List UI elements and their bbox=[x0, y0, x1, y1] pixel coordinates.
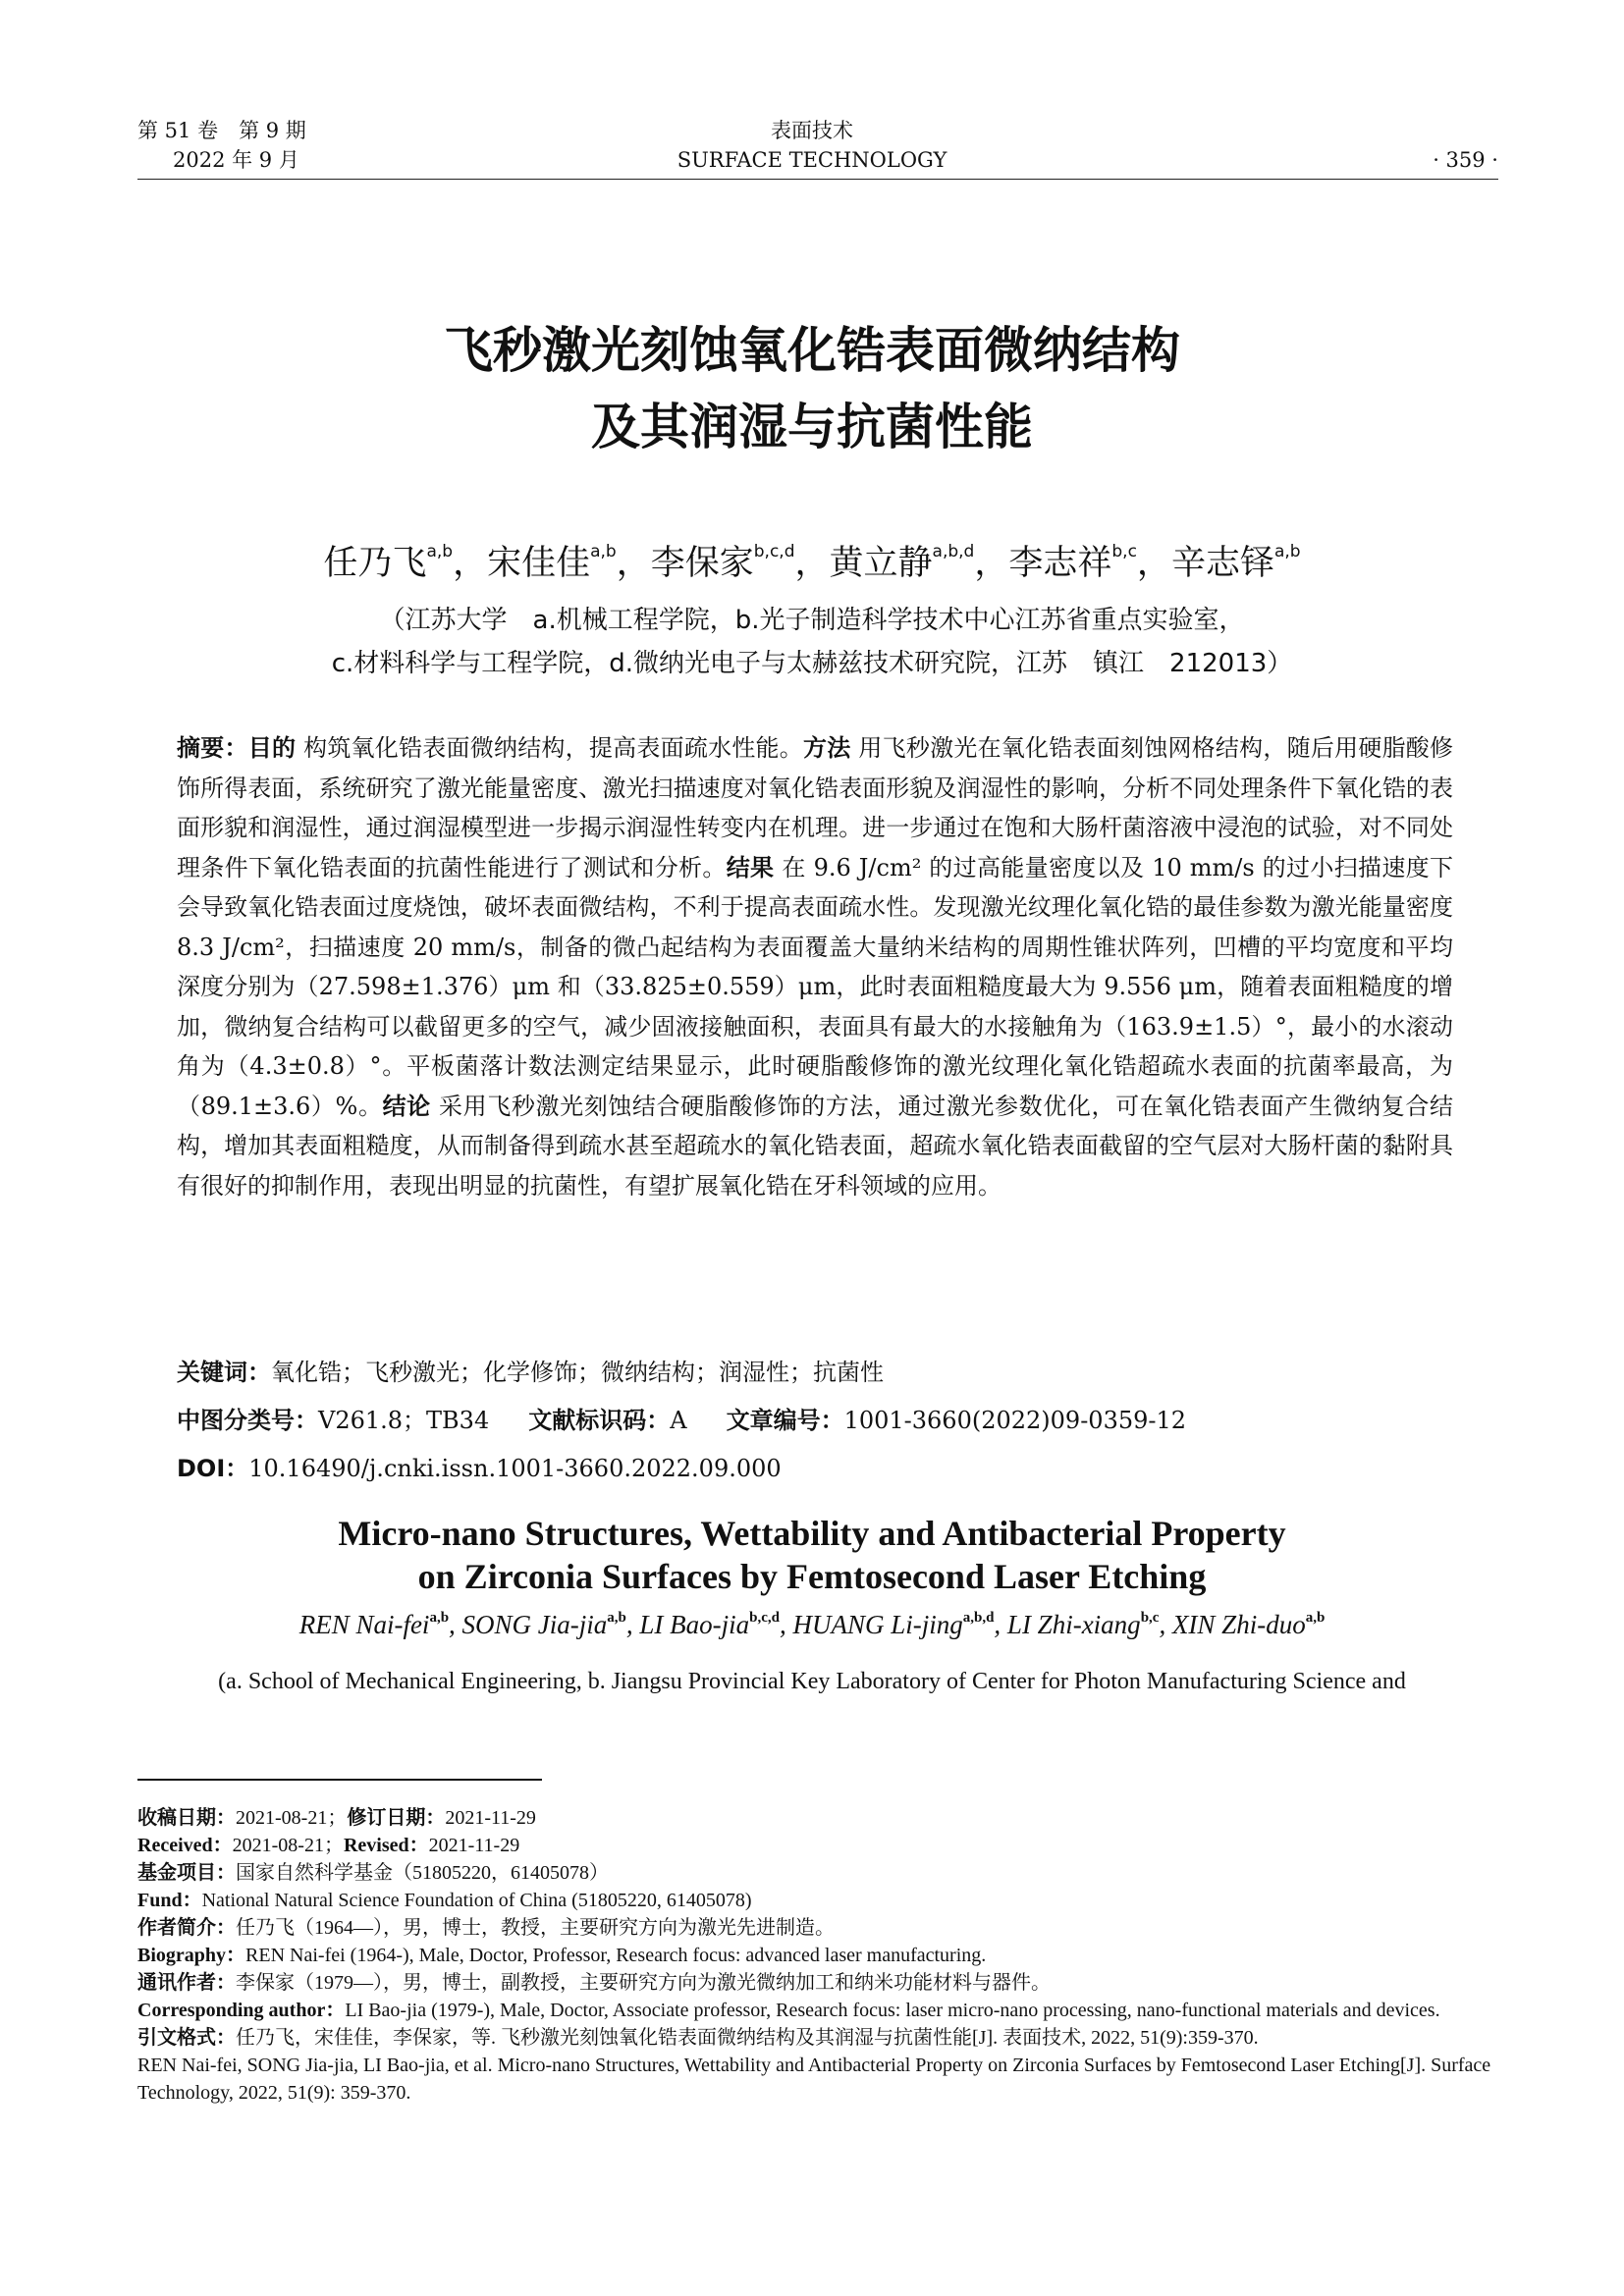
received-cn: 收稿日期：2021-08-21；修订日期：2021-11-29 bbox=[137, 1807, 536, 1829]
received-en: Received：2021-08-21；Revised：2021-11-29 bbox=[137, 1835, 520, 1856]
fund-en: Fund：National Natural Science Foundation of China (51805220, 61405078) bbox=[137, 1890, 752, 1911]
affiliation-cn-line2: c.材料科学与工程学院，d.微纳光电子与太赫兹技术研究院，江苏 镇江 212013） bbox=[331, 649, 1293, 678]
article-id-value: 1001-3660(2022)09-0359-12 bbox=[843, 1407, 1187, 1434]
affiliation-cn-line1: （江苏大学 a.机械工程学院，b.光子制造科学技术中心江苏省重点实验室， bbox=[379, 606, 1245, 635]
citation-en: REN Nai-fei, SONG Jia-jia, LI Bao-jia, et al. Micro-nano Structures, Wettability and Antibacterial Property on Zirconia Surfaces by Femtosecond Laser Etching[J]. Surface Technology, 2022, 51(9): 359-370. bbox=[137, 2055, 1491, 2104]
keywords-value: 氧化锆；飞秒激光；化学修饰；微纳结构；润湿性；抗菌性 bbox=[271, 1359, 884, 1386]
title-en-line2: on Zirconia Surfaces by Femtosecond Laser Etching bbox=[417, 1557, 1207, 1596]
header-journal bbox=[0, 116, 1624, 175]
conclusion-text: 采用飞秒激光刻蚀结合硬脂酸修饰的方法，通过激光参数优化，可在氧化锆表面产生微纳复合结构，增加其表面粗糙度，从而制备得到疏水甚至超疏水的氧化锆表面，超疏水氧化锆表面截留的空气层对大肠杆菌的黏附具有很好的抑制作用，表现出明显的抗菌性，有望扩展氧化锆在牙科领域的应用。 bbox=[177, 1092, 1454, 1200]
fund-cn: 基金项目：国家自然科学基金（51805220，61405078） bbox=[137, 1862, 609, 1884]
doc-code-label: 文献标识码： bbox=[528, 1407, 671, 1434]
corresponding-cn: 通讯作者：李保家（1979—），男，博士，副教授，主要研究方向为激光微纳加工和纳米功能材料与器件。 bbox=[137, 1972, 1051, 1994]
abstract bbox=[177, 728, 1453, 1205]
author-cn: 辛志铎$^{a,b}$ bbox=[1170, 542, 1301, 583]
keywords bbox=[177, 1358, 1453, 1387]
title-cn bbox=[0, 312, 1624, 465]
title-en-line1: Micro-nano Structures, Wettability and Antibacterial Property bbox=[338, 1514, 1286, 1553]
affiliation-en: (a. School of Mechanical Engineering, b. Jiangsu Provincial Key Laboratory of Center for Photon Manufacturing Science and bbox=[218, 1669, 1406, 1694]
results-label: 结果 bbox=[726, 853, 775, 881]
citation-cn: 引文格式：任乃飞，宋佳佳，李保家，等. 飞秒激光刻蚀氧化锆表面微纳结构及其润湿与抗菌性能[J]. 表面技术, 2022, 51(9):359-370. bbox=[137, 2027, 1259, 2049]
author-en: XIN Zhi-duo$^{a,b}$ bbox=[1171, 1610, 1326, 1639]
corresponding-en: Corresponding author：LI Bao-jia (1979-), Male, Doctor, Associate professor, Research focus: laser micro-nano processing, nano-functional materials and devices. bbox=[137, 2000, 1440, 2021]
authors-cn bbox=[0, 536, 1624, 585]
author-en: LI Bao-jia$^{b,c,d}$, bbox=[639, 1610, 793, 1639]
methods-label: 方法 bbox=[803, 734, 851, 762]
header-divider bbox=[137, 179, 1498, 180]
footnotes bbox=[137, 1804, 1498, 2107]
purpose-label: 目的 bbox=[247, 734, 297, 762]
issue-date: 2022 年 9 月 bbox=[173, 148, 299, 172]
title-cn-line2: 及其润湿与抗菌性能 bbox=[591, 399, 1033, 455]
classification bbox=[177, 1406, 1453, 1435]
title-cn-line1: 飞秒激光刻蚀氧化锆表面微纳结构 bbox=[444, 322, 1180, 379]
doi-value[interactable]: 10.16490/j.cnki.issn.1001-3660.2022.09.000 bbox=[248, 1455, 782, 1482]
author-en: SONG Jia-jia$^{a,b}$, bbox=[461, 1610, 640, 1639]
methods-text: 用飞秒激光在氧化锆表面刻蚀网格结构，随后用硬脂酸修饰所得表面，系统研究了激光能量密度、激光扫描速度对氧化锆表面形貌及润湿性的影响，分析不同处理条件下氧化锆的表面形貌和润湿性，通过润湿模型进一步揭示润湿性转变内在机理。进一步通过在饱和大肠杆菌溶液中浸泡的试验，对不同处理条件下氧化锆表面的抗菌性能进行了测试和分析。 bbox=[177, 734, 1454, 881]
doc-code-value: A bbox=[670, 1407, 687, 1434]
page-number: · 359 · bbox=[1433, 148, 1498, 172]
affiliation-cn bbox=[0, 599, 1624, 685]
author-cn: 李保家$^{b,c,d}$， bbox=[650, 542, 830, 583]
abstract-label: 摘要： bbox=[177, 734, 248, 762]
article-id-label: 文章编号： bbox=[726, 1407, 844, 1434]
author-en: HUANG Li-jing$^{a,b,d}$, bbox=[792, 1610, 1007, 1639]
purpose-text: 构筑氧化锆表面微纳结构，提高表面疏水性能。 bbox=[303, 734, 804, 762]
clc-value: V261.8；TB34 bbox=[318, 1407, 490, 1434]
author-cn: 李志祥$^{b,c}$， bbox=[1008, 542, 1171, 583]
clc-label: 中图分类号： bbox=[177, 1407, 318, 1434]
volume-issue: 第 51 卷 第 9 期 bbox=[137, 119, 306, 142]
title-en bbox=[0, 1512, 1624, 1598]
author-cn: 宋佳佳$^{a,b}$， bbox=[487, 542, 651, 583]
author-en: REN Nai-fei$^{a,b}$, bbox=[298, 1610, 462, 1639]
conclusion-label: 结论 bbox=[382, 1092, 431, 1120]
author-cn: 黄立静$^{a,b,d}$， bbox=[829, 542, 1009, 583]
results-text: 在 9.6 J/cm² 的过高能量密度以及 10 mm/s 的过小扫描速度下会导致氧化锆表面过度烧蚀，破坏表面微结构，不利于提高表面疏水性。发现激光纹理化氧化锆的最佳参数为激光能量密度 8.3 J/cm²，扫描速度 20 mm/s，制备的微凸起结构为表面覆盖大量纳米结构的周期性锥状阵列，凹槽的平均宽度和平均深度分别为（27.598±1.376）μm 和（33.825±0.559）μm，此时表面粗糙度最大为 9.556 μm，随着表面粗糙度的增加，微纳复合结构可以截留更多的空气，减少固液接触面积，表面具有最大的水接触角为（163.9±1.5）°，最小的水滚动角为（4.3±0.8）°。平板菌落计数法测定结果显示，此时硬脂酸修饰的激光纹理化氧化锆超疏水表面的抗菌率最高，为（89.1±3.6）%。 bbox=[177, 853, 1453, 1120]
doi-label: DOI： bbox=[177, 1455, 249, 1482]
author-en: LI Zhi-xiang$^{b,c}$, bbox=[1006, 1610, 1172, 1639]
doi bbox=[177, 1454, 1453, 1483]
authors-en bbox=[0, 1610, 1624, 1640]
journal-name-cn: 表面技术 bbox=[771, 119, 853, 142]
journal-name-en: SURFACE TECHNOLOGY bbox=[677, 148, 947, 172]
bio-cn: 作者简介：任乃飞（1964—），男，博士，教授，主要研究方向为激光先进制造。 bbox=[137, 1917, 835, 1939]
author-cn: 任乃飞$^{a,b}$， bbox=[323, 542, 488, 583]
keywords-label: 关键词： bbox=[177, 1359, 271, 1386]
bio-en: Biography：REN Nai-fei (1964-), Male, Doctor, Professor, Research focus: advanced laser manufacturing. bbox=[137, 1945, 987, 1966]
footnote-divider bbox=[137, 1779, 542, 1781]
